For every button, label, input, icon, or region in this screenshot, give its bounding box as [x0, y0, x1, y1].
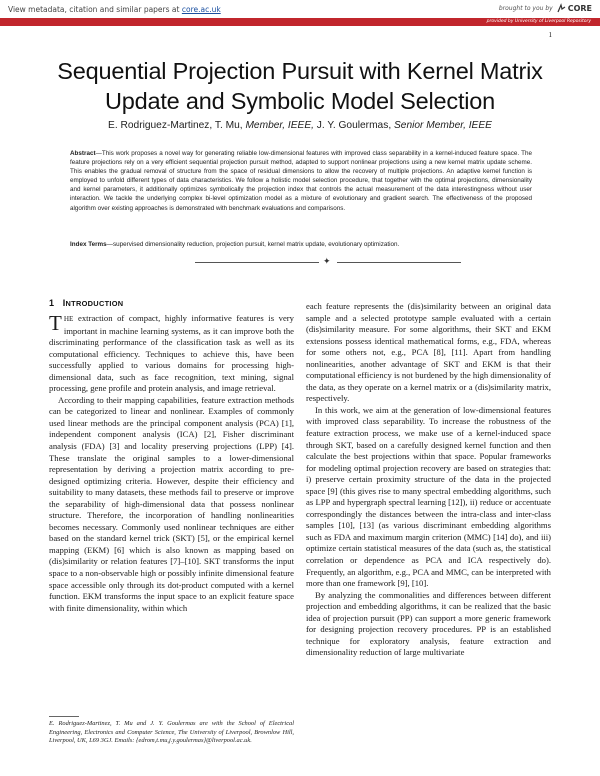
divider-right	[337, 262, 461, 263]
intro-paragraph-1	[49, 313, 294, 395]
intro-text-1: extraction of compact, highly informative features is very important in machine learning systems, as it can improve both the discriminating performance of the classification task as well as its computational efficiency. Techniques to achieve this, have been successfully applied to various domains for processing high-dimensional data, such as face recognition, text mining, signal processing, gene profile and protein analysis, and image retrieval.	[49, 313, 294, 394]
view-metadata-text: View metadata, citation and similar papers at	[8, 5, 182, 14]
page-number: 1	[548, 31, 552, 39]
section-title-first: I	[62, 298, 66, 308]
section-heading	[49, 298, 123, 308]
section-title-rest: NTRODUCTION	[65, 299, 124, 308]
title-line-2: Update and Symbolic Model Selection	[104, 88, 496, 114]
col2-paragraph-1: each feature represents the (dis)similarity between an original data sample and a selected prototype sample evaluated with a certain (dis)similarity measure. For some algorithms, their SKT and EKM extensions possess identical mathematical forms, e.g., FDA, whereas for some others not, e.g., PCA [8], [11]. Apart from handling nonlinearities, another advantage of SKT and EKM is that their computational efficiency is not burdened by the high dimensionality of the data, as they operate on a kernel matrix or a (dis)similarity matrix, respectively.	[306, 301, 551, 404]
column-left	[49, 313, 294, 614]
repository-text: provided by University of Liverpool Repository	[486, 19, 591, 24]
drop-cap: T	[49, 311, 62, 335]
authors-mid: J. Y. Goulermas,	[313, 120, 394, 131]
abstract	[70, 149, 532, 213]
index-terms-text: —supervised dimensionality reduction, projection pursuit, kernel matrix update, evolutionary optimization.	[106, 241, 400, 248]
index-terms-label: Index Terms	[70, 241, 107, 248]
repository-strip[interactable]	[0, 18, 600, 26]
author-footnote	[49, 720, 294, 746]
abstract-text: —This work proposes a novel way for generating reliable low-dimensional features with improved class separability in a kernel-induced feature space. The feature projections rely on a very efficient sequential projection pursuit method, adapted to support nonlinear projections using a new kernel matrix update scheme. This enables the gradual removal of structure from the space of residual dimensions to allow the recovery of multiple projections. An adaptive kernel function is employed to unfold different types of data characteristics. We follow a holistic model selection procedure, that together with the optimal projections, dimensionality and kernel parameters, it additionally optimizes symbolically the projection index that controls the actual measurement of the data interestingness without user interaction. We tackle the underlying complex bi-level optimization model as a mixture of evolutionary and gradient search. The effectiveness of the proposed algorithm over existing approaches is demonstrated with benchmark evaluations and comparisons.	[70, 150, 532, 212]
divider-diamond-icon: ✦	[323, 257, 331, 267]
paper-title	[20, 56, 580, 116]
core-logo	[556, 3, 592, 14]
author-role-2: Senior Member, IEEE	[393, 120, 492, 131]
brought-by-text: brought to you by	[498, 5, 553, 12]
core-logo-text: CORE	[567, 4, 592, 13]
footnote-text-1: E. Rodriguez-Martinez, T. Mu and J. Y. Goulermas are with the School of Electrical Engineering, Electronics and Computer Science, The University of Liverpool, Brownlow Hill, Liverpool, UK, L69 3GJ. Emails: {edrom,t.mu,j.y.goulermas}@liverpool.ac.uk.	[49, 720, 294, 744]
index-terms	[70, 240, 532, 249]
title-line-1: Sequential Projection Pursuit with Kernel Matrix	[57, 58, 543, 84]
core-banner	[0, 0, 600, 28]
abstract-label: Abstract	[70, 150, 96, 157]
author-role-1: Member, IEEE,	[245, 120, 314, 131]
view-metadata-link[interactable]	[8, 5, 221, 14]
authors-plain: E. Rodriguez-Martinez, T. Mu,	[108, 120, 246, 131]
col2-paragraph-2: In this work, we aim at the generation of low-dimensional features with improved class separability. To increase the robustness of the feature extraction process, we make use of a kernel-induced space through SKT, based on a carefully designed kernel function and then calculate the best projections within that space. Popular frameworks for modeling optimal projection recovery are based on strategies that: i) preserve certain proximity structure of the data in the projected space [9] (this gives rise to many spectral embedding algorithms, such as LPP and hypergraph spectral learning [12]), ii) reduce or accentuate correspondingly the distances between the intra-class and inter-class samples [10], [13] (as various discriminant embedding algorithms such as FDA and maximum margin criterion (MMC) [14] do), and iii) optimize certain statistical measures of the data (such as, the statistical correlation or dependence as PCA and ICA respectively do). Frequently, an algorithm, e.g., PCA and MMC, can be interpreted with more than one framework [9], [10].	[306, 404, 551, 589]
core-logo-icon	[556, 3, 567, 14]
intro-paragraph-2: According to their mapping capabilities, feature extraction methods can be categorized to linear and nonlinear. Examples of commonly used linear methods are the principal component analysis (PCA) [1], independent component analysis (ICA) [2], Fisher discriminant analysis (FDA) [3] and locality preserving projections (LPP) [4]. These translate the original samples to a lower-dimensional representation by deriving a projection matrix according to pre-designed optimizing criteria. However, despite their efficiency and suitability to many datasets, these methods fail to preserve or improve the separability of high-dimensional data that possess nonlinear structure. Therefore, the incorporation of handling nonlinearities becomes necessary. Commonly used nonlinear techniques are either based on the standard kernel trick (SKT) [5], or the empirical kernel mapping (EKM) [6] which is also known as mapping based on (dis)similarity or relation features [7]–[10]. SKT transforms the input space to a non-observable high or possibly infinite dimensional feature space accessible only through its dot-product computed with a kernel function. EKM transforms the input space to an explicit feature space with finite dimensionality, within which	[49, 394, 294, 613]
divider-left	[195, 262, 319, 263]
author-list	[20, 120, 580, 131]
section-number: 1	[49, 298, 55, 308]
core-branding[interactable]	[499, 3, 592, 14]
col2-paragraph-3: By analyzing the commonalities and differences between different projection and embedding algorithms, it can be realized that the basic idea of projection pursuit (PP) can support a more generic framework for designing projection recovery procedures. PP is an established technique for exploratory analysis, feature extraction and dimensionality reduction of large multivariate	[306, 589, 551, 658]
intro-smallcaps: HE	[63, 315, 74, 323]
core-domain-link[interactable]: core.ac.uk	[181, 5, 221, 14]
column-right	[306, 301, 551, 659]
footnote-rule	[49, 716, 79, 717]
